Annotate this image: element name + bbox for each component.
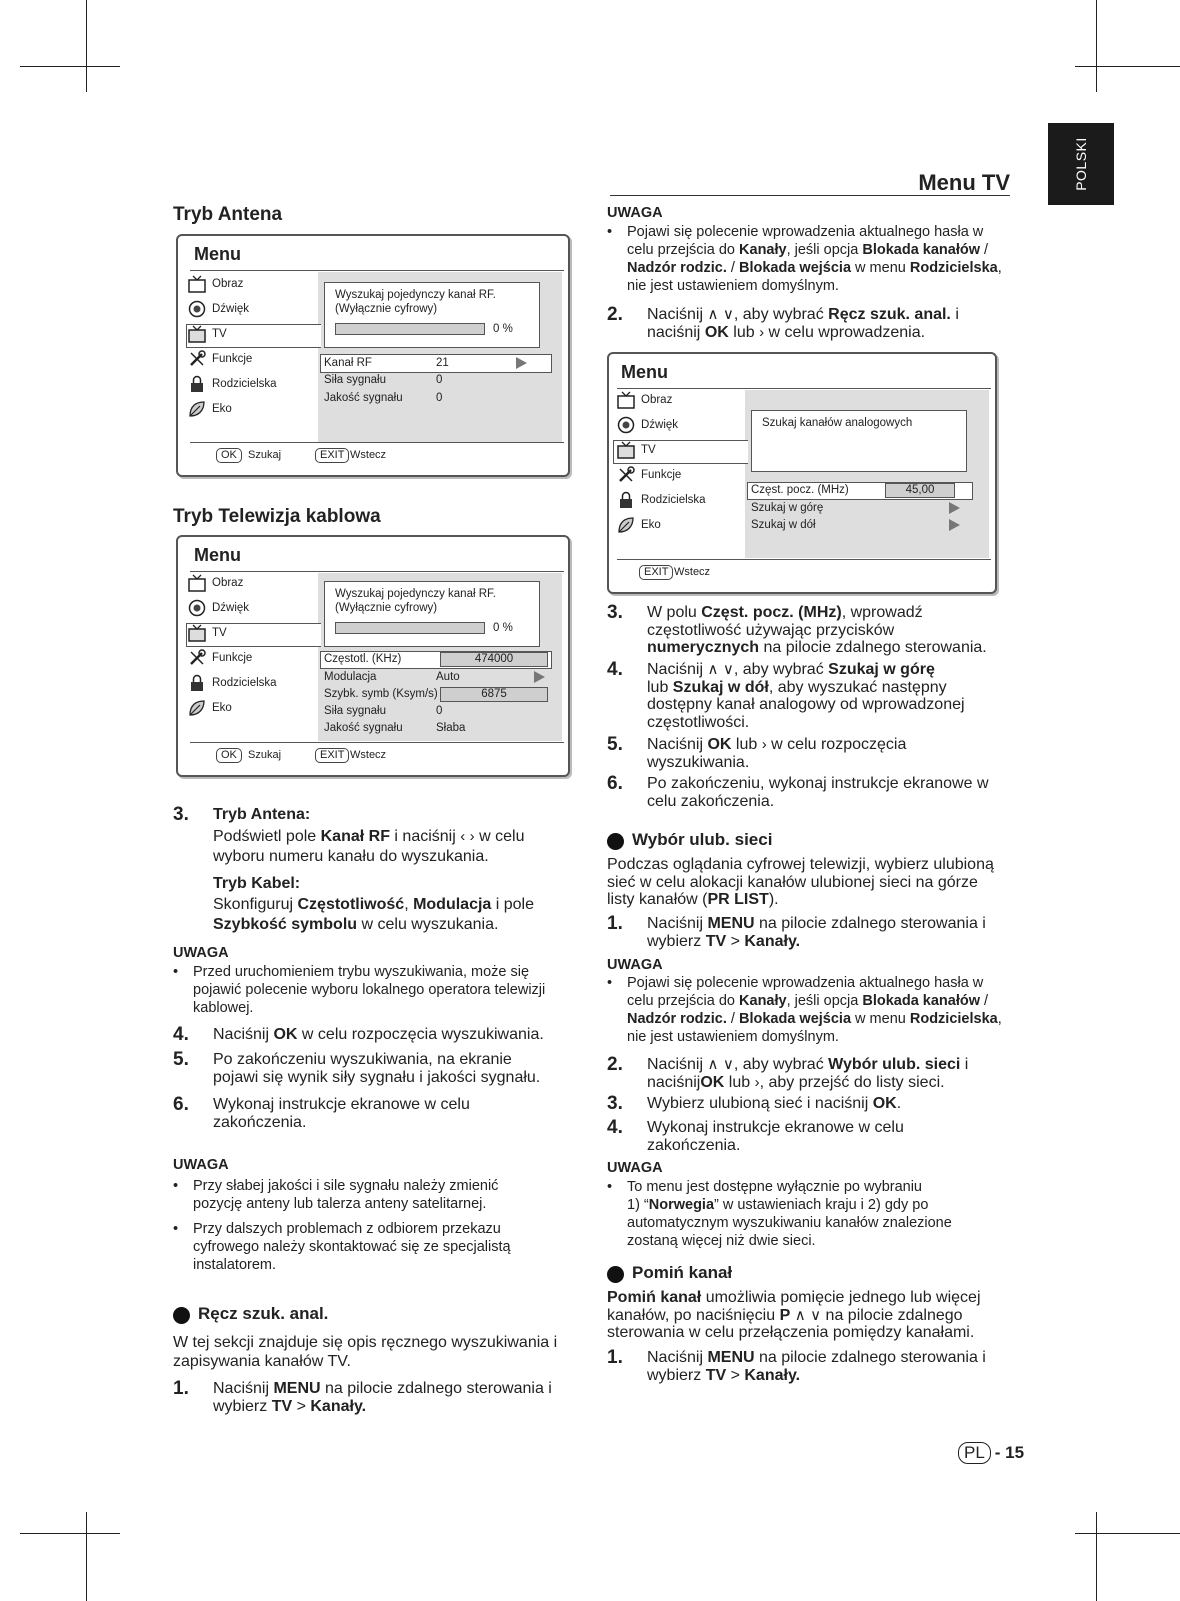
info-line-1: Wyszukaj pojedynczy kanał RF. xyxy=(335,289,496,301)
info-line-2: (Wyłącznie cyfrowy) xyxy=(335,303,438,315)
language-badge: PL xyxy=(958,1442,991,1464)
chevron-up-icon: ∧ xyxy=(707,661,719,678)
menu-title-rule xyxy=(617,388,991,389)
leaf-icon xyxy=(188,400,206,418)
tools-icon xyxy=(188,649,206,667)
step-5: 5. Po zakończeniu wyszukiwania, na ekranie pojawi się wynik siły sygnału i jakości sygnału. xyxy=(173,1049,541,1086)
section-heading-antena: Tryb Antena xyxy=(173,204,283,225)
search-info-box xyxy=(324,581,540,647)
step3-heading-antena: Tryb Antena: xyxy=(213,806,311,823)
section-wybor-ulub-sieci: Wybór ulub. sieci xyxy=(607,830,907,854)
step3-text-antena: Podświetl pole Kanał RF i naciśnij ‹ › w celu wyboru numeru kanału do wyszukania. xyxy=(213,827,525,865)
row-value: Auto xyxy=(436,671,460,683)
tv-icon xyxy=(188,624,206,642)
row-value: 0 xyxy=(436,392,443,404)
right-step-5: 5. Naciśnij OK lub › w celu rozpoczęcia wyszukiwania. xyxy=(607,734,907,771)
note-heading: UWAGA xyxy=(607,1160,663,1176)
ok-key-label: Szukaj xyxy=(248,449,282,461)
page-title: Menu TV xyxy=(918,170,1010,195)
row-label: Siła sygnału xyxy=(324,705,387,717)
pomin-step-1: 1. Naciśnij MENU na pilocie zdalnego sterowania i wybierz TV > Kanały. xyxy=(607,1347,986,1384)
recz-intro: W tej sekcji znajduje się opis ręcznego wyszukiwania i zapisywania kanałów TV. xyxy=(173,1334,558,1370)
arrow-right-icon xyxy=(949,519,960,531)
info-line-1: Szukaj kanałów analogowych xyxy=(762,417,913,429)
menu-screenshot-kablowa: Menu Obraz Dźwięk TV Funkcje Rodzicielska Eko Wyszukaj pojedynczy kanał RF. (Wyłącznie cyfrowy) 0 % Częstotl. (KHz) 474000 Modulacja Auto Szybk. symb (Ksym/s) 6875 Siła sygnału 0 Jakość sygnału Słaba OK Szukaj EXIT Wstecz xyxy=(176,535,570,777)
arrow-right-icon xyxy=(534,671,545,683)
right-step-3: 3. W polu Częst. pocz. (MHz), wprowadź częstotliwość używając przycisków numerycznych na pilocie zdalnego sterowania. xyxy=(607,602,987,656)
leaf-icon xyxy=(617,516,635,534)
chevron-left-icon: ‹ xyxy=(460,827,466,845)
menu-title-rule xyxy=(190,571,564,572)
row-label: Kanał RF xyxy=(324,357,372,369)
right-step-4: 4. Naciśnij ∧ ∨, aby wybrać Szukaj w górę lub Szukaj w dół, aby wyszukać następny dostępny kanał analogowy od wprowadzonej częstotliwości. xyxy=(607,659,965,731)
wybor-intro: Podczas oglądania cyfrowej telewizji, wybierz ulubioną sieć w celu alokacji kanałów ulubionej sieci na górze listy kanałów (PR LIST). xyxy=(607,856,994,908)
crop-mark xyxy=(86,0,87,92)
row-value: Słaba xyxy=(436,722,466,734)
bullet-circle-icon xyxy=(173,1307,190,1324)
crop-mark xyxy=(20,1533,120,1534)
row-value: 6875 xyxy=(440,687,548,702)
exit-key-label: Wstecz xyxy=(350,449,387,461)
tv-icon xyxy=(617,391,635,409)
right-step-2: 2. Naciśnij ∧ ∨, aby wybrać Ręcz szuk. anal. i naciśnij OK lub › w celu wprowadzenia. xyxy=(607,304,959,341)
menu-screenshot-analog: Menu Obraz Dźwięk TV Funkcje Rodzicielska Eko Szukaj kanałów analogowych Częst. pocz. (MHz) 45,00 Szukaj w górę Szukaj w dół EXIT Wstecz xyxy=(607,352,997,594)
menu-title: Menu xyxy=(194,244,241,264)
row-label: Modulacja xyxy=(324,671,377,683)
section-heading-kablowa: Tryb Telewizja kablowa xyxy=(173,506,381,527)
bullet-circle-icon xyxy=(607,1266,624,1283)
row-label: Częstotl. (KHz) xyxy=(324,653,402,665)
search-progress-bar xyxy=(335,323,485,335)
crop-mark xyxy=(20,66,120,67)
menu-title: Menu xyxy=(621,362,668,382)
search-info-box xyxy=(751,410,967,472)
step3-heading-kabel: Tryb Kabel: xyxy=(213,874,301,892)
chevron-down-icon: ∨ xyxy=(722,306,734,323)
chevron-up-icon: ∧ xyxy=(707,306,719,323)
footer-rule xyxy=(190,742,564,743)
info-line-2: (Wyłącznie cyfrowy) xyxy=(335,602,438,614)
progress-percent: 0 % xyxy=(493,622,513,634)
menu-title: Menu xyxy=(194,545,241,565)
crop-mark xyxy=(1096,1512,1097,1601)
search-progress-bar xyxy=(335,622,485,634)
tools-icon xyxy=(188,350,206,368)
title-rule xyxy=(610,195,1010,196)
row-value: 21 xyxy=(436,357,449,369)
note-heading: UWAGA xyxy=(173,945,229,961)
chevron-up-icon: ∧ xyxy=(794,1306,806,1324)
ok-key-label: Szukaj xyxy=(248,749,282,761)
lock-icon xyxy=(188,375,206,393)
row-value: 0 xyxy=(436,705,443,717)
exit-key: EXIT xyxy=(639,565,673,580)
wybor-step-1: 1. Naciśnij MENU na pilocie zdalnego sterowania i wybierz TV > Kanały. xyxy=(607,913,986,950)
tools-icon xyxy=(617,466,635,484)
wybor-step-4: 4. Wykonaj instrukcje ekranowe w celu zakończenia. xyxy=(607,1117,904,1154)
step3-text-kabel: Skonfiguruj Częstotliwość, Modulacja i pole Szybkość symbolu w celu wyszukania. xyxy=(213,896,535,933)
speaker-icon xyxy=(188,599,206,617)
bullet-circle-icon xyxy=(607,833,624,850)
chevron-down-icon: ∨ xyxy=(722,661,734,678)
note-heading: UWAGA xyxy=(607,957,663,973)
chevron-right-icon: › xyxy=(759,323,765,341)
menu-selected-item xyxy=(186,623,321,647)
language-side-tab xyxy=(1048,123,1114,205)
crop-mark xyxy=(1075,1533,1180,1534)
page-number xyxy=(958,1442,1024,1464)
row-label: Częst. pocz. (MHz) xyxy=(751,484,849,496)
language-label: POLSKI xyxy=(1073,137,1089,191)
tv-icon xyxy=(617,441,635,459)
page-number-value: - 15 xyxy=(994,1443,1025,1462)
footer-rule xyxy=(617,559,991,560)
chevron-down-icon: ∨ xyxy=(810,1306,822,1324)
row-value: 45,00 xyxy=(885,483,955,498)
row-label: Siła sygnału xyxy=(324,374,387,386)
menu-title-rule xyxy=(190,270,564,271)
pomin-intro: Pomiń kanał umożliwia pomięcie jednego lub więcej kanałów, po naciśnięciu P ∧ ∨ na pilocie zdalnego sterowania w celu przełączenia pomiędzy kanałami. xyxy=(607,1289,981,1341)
progress-percent: 0 % xyxy=(493,323,513,335)
wybor-step-2: 2. Naciśnij ∧ ∨, aby wybrać Wybór ulub. sieci i naciśnijOK lub ›, aby przejść do listy sieci. xyxy=(607,1054,969,1091)
exit-key: EXIT xyxy=(315,748,349,763)
arrow-right-icon xyxy=(949,502,960,514)
leaf-icon xyxy=(188,699,206,717)
tv-icon xyxy=(188,574,206,592)
chevron-right-icon: › xyxy=(754,1073,760,1091)
wybor-step-3: 3. Wybierz ulubioną sieć i naciśnij OK. xyxy=(607,1093,902,1114)
crop-mark xyxy=(1075,66,1180,67)
row-value: 0 xyxy=(436,374,443,386)
exit-key-label: Wstecz xyxy=(674,566,711,578)
ok-key: OK xyxy=(216,748,242,763)
info-line-1: Wyszukaj pojedynczy kanał RF. xyxy=(335,588,496,600)
right-step-6: 6. Po zakończeniu, wykonaj instrukcje ekranowe w celu zakończenia. xyxy=(607,773,989,810)
speaker-icon xyxy=(188,300,206,318)
row-label: Szybk. symb (Ksym/s) xyxy=(324,688,438,700)
row-value: 474000 xyxy=(440,652,548,667)
chevron-up-icon: ∧ xyxy=(707,1056,719,1073)
menu-selected-item xyxy=(186,324,321,348)
step-3: 3. Tryb Antena: Podświetl pole Kanał RF i naciśnij ‹ › w celu wyboru numeru kanału do wyszukania. Tryb Kabel: Skonfiguruj Częstotliwość, Modulacja i pole Szybkość symbolu w celu wyszukania. xyxy=(173,804,573,934)
exit-key: EXIT xyxy=(315,448,349,463)
step-6: 6. Wykonaj instrukcje ekranowe w celu zakończenia. xyxy=(173,1094,470,1131)
row-label: Szukaj w górę xyxy=(751,502,824,514)
chevron-right-icon: › xyxy=(469,827,475,845)
exit-key-label: Wstecz xyxy=(350,749,387,761)
note-heading: UWAGA xyxy=(173,1157,229,1173)
search-info-box xyxy=(324,282,540,348)
lock-icon xyxy=(617,491,635,509)
footer-rule xyxy=(190,442,564,443)
step-4: 4. Naciśnij OK w celu rozpoczęcia wyszukiwania. xyxy=(173,1024,544,1045)
chevron-right-icon: › xyxy=(761,736,767,753)
lock-icon xyxy=(188,674,206,692)
menu-screenshot-antena: Menu Obraz Dźwięk TV Funkcje Rodzicielska Eko Wyszukaj pojedynczy kanał RF. (Wyłącznie cyfrowy) 0 % Kanał RF 21 Siła sygnału 0 Jakość sygnału 0 OK Szukaj EXIT Wstecz xyxy=(176,234,570,477)
crop-mark xyxy=(1096,0,1097,92)
recz-step-1: 1. Naciśnij MENU na pilocie zdalnego sterowania i wybierz TV > Kanały. xyxy=(173,1378,552,1415)
chevron-down-icon: ∨ xyxy=(722,1056,734,1073)
row-label: Szukaj w dół xyxy=(751,519,816,531)
tv-icon xyxy=(188,275,206,293)
section-recz-szuk: Ręcz szuk. anal. xyxy=(173,1304,473,1328)
section-pomin-kanal: Pomiń kanał xyxy=(607,1263,907,1287)
ok-key: OK xyxy=(216,448,242,463)
note-heading: UWAGA xyxy=(607,205,663,221)
crop-mark xyxy=(86,1512,87,1601)
row-label: Jakość sygnału xyxy=(324,722,403,734)
row-label: Jakość sygnału xyxy=(324,392,403,404)
tv-icon xyxy=(188,325,206,343)
speaker-icon xyxy=(617,416,635,434)
arrow-right-icon xyxy=(516,357,527,369)
